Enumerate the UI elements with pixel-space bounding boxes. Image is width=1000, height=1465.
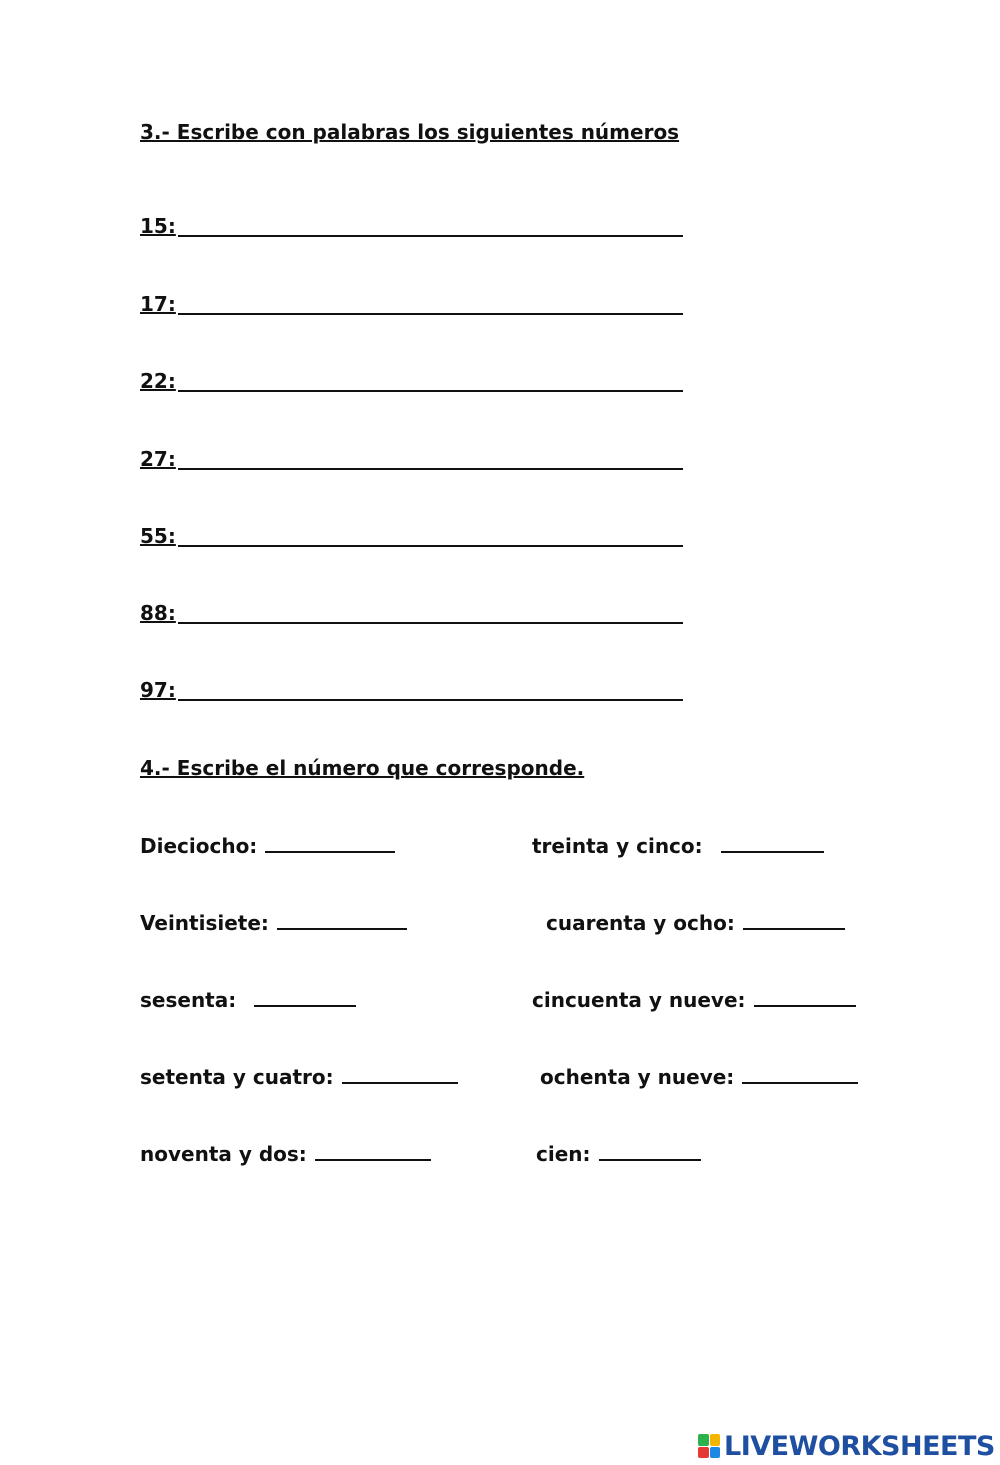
answer-line[interactable] bbox=[178, 622, 683, 624]
word-item bbox=[140, 988, 356, 1016]
number-line-97 bbox=[140, 678, 683, 706]
number-line-22 bbox=[140, 369, 683, 397]
word-label: noventa y dos: bbox=[140, 1142, 307, 1166]
answer-blank[interactable] bbox=[743, 914, 845, 930]
word-item bbox=[532, 834, 824, 862]
answer-line[interactable] bbox=[178, 235, 683, 237]
word-label: cien: bbox=[536, 1142, 591, 1166]
number-label: 97: bbox=[140, 678, 176, 702]
brand-name: LIVEWORKSHEETS bbox=[724, 1430, 995, 1462]
number-line-15 bbox=[140, 214, 683, 242]
number-label: 55: bbox=[140, 524, 176, 548]
answer-blank[interactable] bbox=[754, 991, 856, 1007]
answer-blank[interactable] bbox=[721, 837, 824, 853]
liveworksheets-logo[interactable] bbox=[698, 1431, 995, 1461]
answer-line[interactable] bbox=[178, 699, 683, 701]
number-line-17 bbox=[140, 292, 683, 320]
number-line-27 bbox=[140, 447, 683, 475]
word-item bbox=[140, 1142, 431, 1170]
answer-blank[interactable] bbox=[599, 1145, 701, 1161]
number-line-88 bbox=[140, 601, 683, 629]
word-item bbox=[546, 911, 845, 939]
word-item bbox=[140, 834, 395, 862]
word-label: Dieciocho: bbox=[140, 834, 258, 858]
answer-blank[interactable] bbox=[265, 837, 395, 853]
word-label: Veintisiete: bbox=[140, 911, 269, 935]
number-label: 17: bbox=[140, 292, 176, 316]
answer-blank[interactable] bbox=[742, 1068, 858, 1084]
section-4-title: 4.- Escribe el número que corresponde. bbox=[140, 756, 585, 780]
word-item bbox=[140, 911, 407, 939]
word-label: treinta y cinco: bbox=[532, 834, 703, 858]
number-label: 22: bbox=[140, 369, 176, 393]
number-line-55 bbox=[140, 524, 683, 552]
answer-blank[interactable] bbox=[342, 1068, 458, 1084]
word-item bbox=[532, 988, 856, 1016]
word-label: cuarenta y ocho: bbox=[546, 911, 735, 935]
word-label: cincuenta y nueve: bbox=[532, 988, 746, 1012]
word-item bbox=[540, 1065, 858, 1093]
answer-line[interactable] bbox=[178, 545, 683, 547]
answer-line[interactable] bbox=[178, 468, 683, 470]
word-label: setenta y cuatro: bbox=[140, 1065, 334, 1089]
number-label: 27: bbox=[140, 447, 176, 471]
answer-blank[interactable] bbox=[277, 914, 407, 930]
number-label: 88: bbox=[140, 601, 176, 625]
section-3-title: 3.- Escribe con palabras los siguientes números bbox=[140, 120, 680, 144]
word-label: ochenta y nueve: bbox=[540, 1065, 735, 1089]
answer-blank[interactable] bbox=[315, 1145, 431, 1161]
answer-blank[interactable] bbox=[254, 991, 356, 1007]
word-item bbox=[536, 1142, 701, 1170]
answer-line[interactable] bbox=[178, 390, 683, 392]
word-label: sesenta: bbox=[140, 988, 237, 1012]
word-item bbox=[140, 1065, 458, 1093]
answer-line[interactable] bbox=[178, 313, 683, 315]
number-label: 15: bbox=[140, 214, 176, 238]
liveworksheets-logo-icon bbox=[698, 1434, 720, 1458]
